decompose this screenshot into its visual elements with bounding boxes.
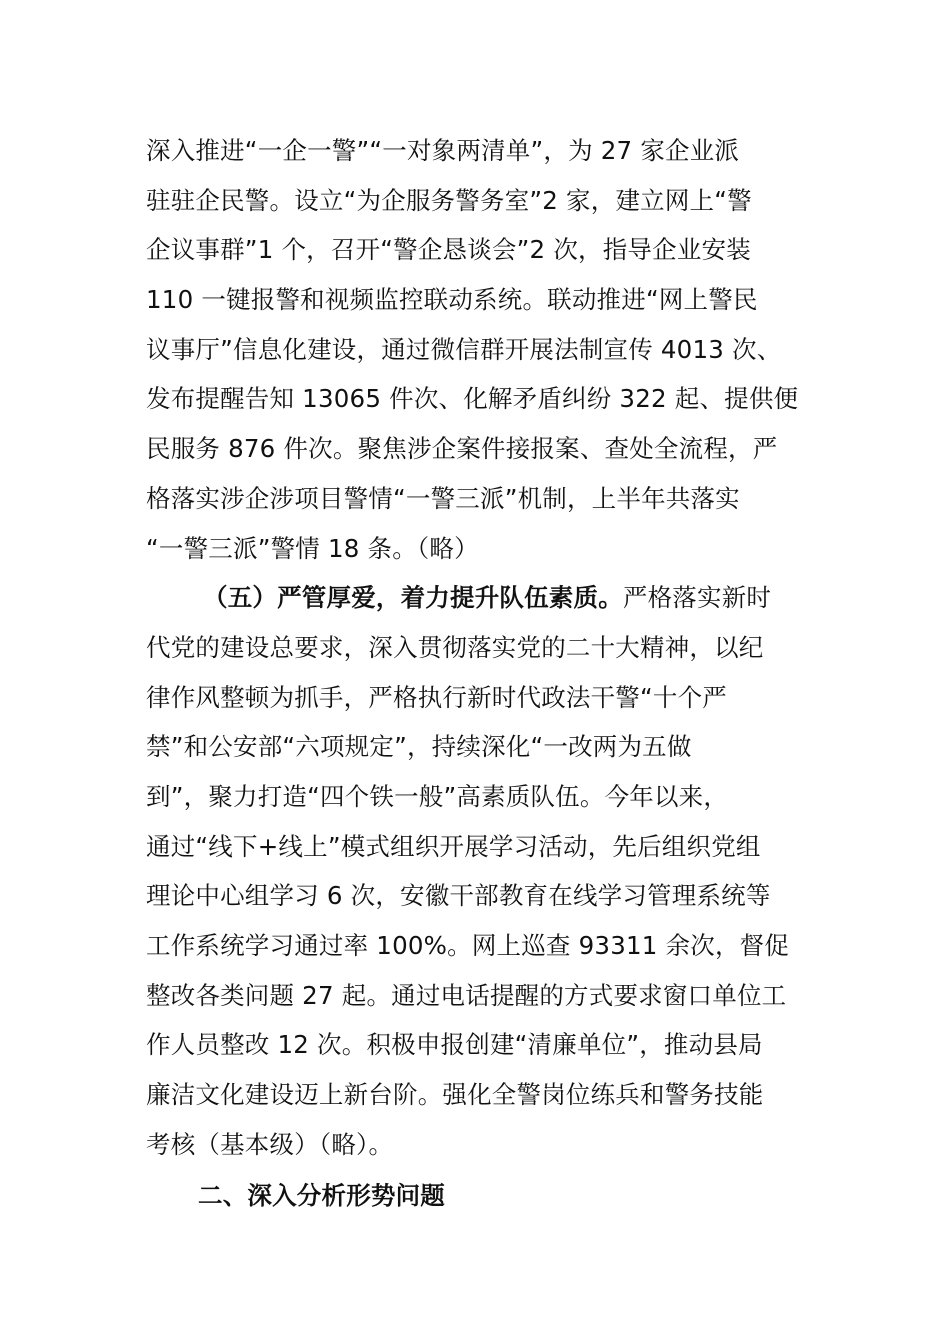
text-line: 整改各类问题 27 起。通过电话提醒的方式要求窗口单位工 (146, 980, 787, 1010)
text-line: 深入推进“一企一警”“一对象两清单”，为 27 家企业派 (146, 136, 740, 165)
text-line: 律作风整顿为抓手，严格执行新时代政法干警“十个严 (146, 682, 727, 712)
paragraph-team-quality (146, 573, 810, 1169)
section-heading: 二、深入分析形势问题 (198, 1181, 445, 1211)
text-line: 到”，聚力打造“四个铁一般”高素质队伍。今年以来， (146, 781, 729, 811)
text-line: 廉洁文化建设迈上新台阶。强化全警岗位练兵和警务技能 (146, 1080, 764, 1110)
text-line: 格落实涉企涉项目警情“一警三派”机制，上半年共落实 (146, 483, 740, 513)
paragraph-enterprise-policing (146, 126, 810, 573)
text-line: 企议事群”1 个，召开“警企恳谈会”2 次，指导企业安装 (146, 235, 751, 265)
text-line: 驻驻企民警。设立“为企服务警务室”2 家，建立网上“警 (146, 185, 752, 215)
text-line: 禁”和公安部“六项规定”，持续深化“一改两为五做 (146, 732, 692, 762)
text-line: 理论中心组学习 6 次，安徽干部教育在线学习管理系统等 (146, 881, 771, 911)
text-line: 工作系统学习通过率 100%。网上巡查 93311 余次，督促 (146, 931, 790, 960)
section-subheading: （五）严管厚爱，着力提升队伍素质。 (203, 583, 623, 613)
text-line: “一警三派”警情 18 条。（略） (146, 533, 479, 563)
text-line: 作人员整改 12 次。积极申报创建“清廉单位”，推动县局 (146, 1030, 763, 1060)
text-line: 考核（基本级）（略）。 (146, 1129, 394, 1159)
document-body (146, 126, 810, 1221)
text-line: 议事厅”信息化建设，通过微信群开展法制宣传 4013 次、 (146, 334, 782, 364)
text-line: 民服务 876 件次。聚焦涉企案件接报案、查处全流程，严 (146, 434, 778, 464)
text-fragment: 严格落实新时 (622, 583, 772, 613)
text-line: 通过“线下+线上”模式组织开展学习活动，先后组织党组 (146, 831, 761, 861)
text-line: 代党的建设总要求，深入贯彻落实党的二十大精神，以纪 (146, 632, 764, 662)
text-line-first (146, 573, 810, 623)
text-line: 发布提醒告知 13065 件次、化解矛盾纠纷 322 起、提供便 (146, 384, 799, 414)
text-line: 110 一键报警和视频监控联动系统。联动推进“网上警民 (146, 285, 758, 315)
